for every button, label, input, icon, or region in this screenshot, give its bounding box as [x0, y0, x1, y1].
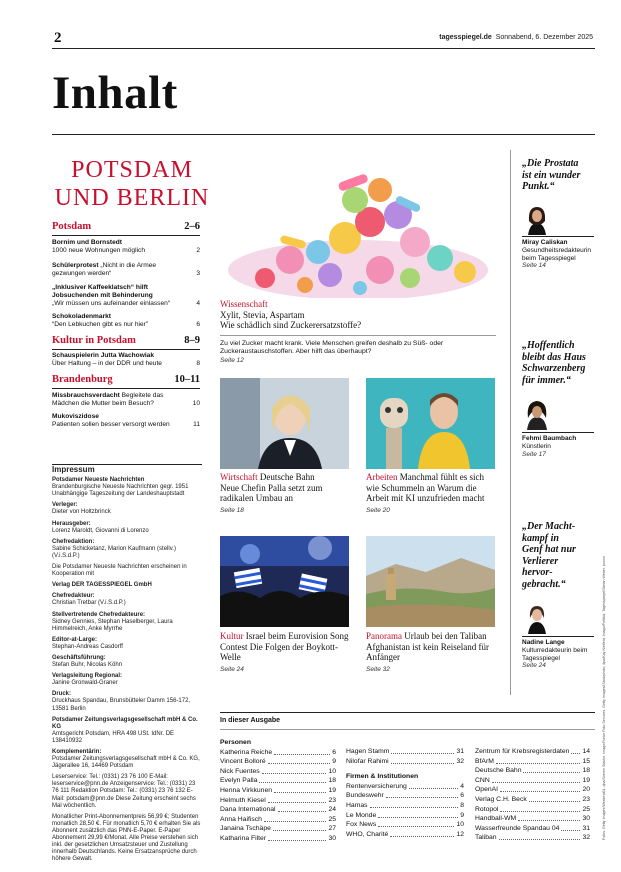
toc-item[interactable]: [52, 413, 200, 429]
index-entry-name: Zentrum für Krebsregisterdaten: [475, 748, 570, 755]
quote-3: „Der Macht- kampf in Genf hat nur Verlierer hervor- gebracht.“: [522, 521, 576, 590]
toc-item-text: 1000 neue Wohnungen möglich: [52, 247, 145, 255]
companies-list-2: [475, 747, 590, 843]
page-number: 2: [54, 30, 62, 46]
index-entry[interactable]: [475, 766, 590, 776]
index-entry-name: Katharina Filter: [220, 834, 267, 842]
index-entry-page: 18: [328, 777, 336, 785]
index-entry-name: Wasserfreunde Spandau 04: [475, 824, 560, 832]
index-entry[interactable]: [475, 747, 590, 757]
persons-list-2: [346, 747, 464, 766]
impressum-text: Dieter von Holtzbrinck: [52, 509, 111, 516]
lead-headline: Xylit, Stevia, Aspartam: [220, 309, 305, 320]
impressum-text: Stephan-Andreas Casdorff: [52, 643, 123, 650]
leader-dots: [259, 776, 326, 783]
index-entry-name: Handball-WM: [475, 815, 517, 823]
index-entry-page: 24: [328, 806, 336, 814]
impressum-blocks: [52, 477, 202, 863]
index-entry[interactable]: [220, 834, 336, 844]
index-entry[interactable]: [220, 776, 336, 786]
toc-item-title: Bornim und Bornstedt: [52, 239, 122, 246]
toc-item-text: „Wir müssen uns aufeinander einlassen“: [52, 300, 171, 308]
index-entry-name: WHO, Charité: [346, 830, 389, 838]
impressum-text: Monatlicher Print-Abonnementpreis 56,99 €; Studenten monatlich 28,50 €. Für monatlich 5,70 € erhalten Sie als Abonnent zusätzlich das PNN-E-Paper. E-Paper Abonnement 29,99 €/Monat. Alle Preise verstehen sich inkl. der gesetzlichen Umsatzsteuer und Zustellung innerhalb Deutschlands. Keine Ersatzansprüche durch höhere Gewalt.: [52, 813, 201, 863]
leader-dots: [529, 795, 581, 802]
story-image-esc[interactable]: [220, 536, 349, 627]
index-entry-page: 8: [460, 801, 464, 809]
quote-author: Miray Caliskan: [522, 239, 568, 246]
story-arbeiten[interactable]: [366, 472, 498, 514]
impressum-label: Verlagsleitung Regional:: [52, 673, 123, 680]
toc-item[interactable]: [52, 392, 200, 408]
index-entry[interactable]: [346, 782, 464, 792]
toc-item-text: „Nicht in die Armee gezwungen werden“: [52, 262, 157, 278]
toc-item-page: 11: [193, 421, 200, 429]
quote-role: Gesundheitsredakteurin beim Tagesspiegel Seite 14: [522, 247, 592, 269]
index-entry[interactable]: [475, 805, 590, 815]
toc-item-page: 8: [196, 360, 200, 368]
toc-item[interactable]: [52, 284, 200, 309]
leader-dots: [273, 824, 327, 831]
impressum-text: Brandenburgische Neueste Nachrichten gegr. 1951 Unabhängige Tageszeitung der Landeshauptstadt: [52, 484, 189, 498]
index-entry-page: 9: [332, 758, 336, 766]
toc-item-title: „Inklusiver Kaffeeklatsch“ hilft Jobsuchenden mit Behinderung: [52, 284, 153, 300]
toc-item-title: Mukoviszidose: [52, 413, 99, 420]
toc-rule: [52, 349, 200, 350]
toc-item-page: 2: [196, 247, 200, 255]
story-image-afghanistan[interactable]: [366, 536, 495, 627]
impressum-block: [52, 502, 202, 516]
impressum: [52, 466, 202, 867]
index-entry[interactable]: [220, 805, 336, 815]
leader-dots: [500, 785, 580, 792]
leader-dots: [268, 834, 326, 841]
leader-dots: [386, 791, 458, 798]
index-entry-page: 10: [456, 821, 464, 829]
impressum-label: Verlag DER TAGESSPIEGEL GmbH: [52, 582, 152, 589]
story-page-ref: Seite 18: [220, 506, 244, 514]
toc-item-text: Begleitete das Mädchen die Mutter beim Besuch?: [52, 392, 164, 408]
impressum-text: Stefan Buhr, Nicolas Köhn: [52, 662, 123, 669]
portrait-miray-caliskan: [522, 203, 552, 235]
index-entry-name: Nick Fuentes: [220, 767, 260, 775]
index-entry-name: Hagen Stamm: [346, 748, 390, 755]
impressum-label: Druck:: [52, 691, 72, 698]
story-panorama[interactable]: [366, 631, 500, 673]
leader-dots: [274, 748, 330, 755]
index-entry[interactable]: [346, 801, 464, 811]
index-entry[interactable]: [220, 748, 336, 758]
portrait-photo: [220, 378, 349, 469]
index-entry-name: Hamas: [346, 801, 368, 809]
impressum-block: [52, 673, 202, 687]
candy-illustration: [220, 160, 496, 298]
index-entry-page: 31: [456, 748, 464, 755]
story-image-ki[interactable]: [366, 378, 495, 469]
leader-dots: [378, 820, 454, 827]
index-entry-name: OpenAI: [475, 786, 499, 794]
index-entry-page: 23: [582, 795, 590, 803]
index-entry-page: 30: [328, 834, 336, 842]
quote-role: Kulturredakteurin beim Tagesspiegel Seite 24: [522, 647, 588, 669]
index-entry-name: Vincent Bolloré: [220, 758, 266, 766]
site-name[interactable]: tagesspiegel.de: [439, 34, 492, 41]
leader-dots: [409, 782, 458, 789]
index-entry-page: 32: [456, 757, 464, 765]
impressum-label: Verleger:: [52, 502, 78, 509]
toc-section-name: Brandenburg: [52, 374, 113, 385]
story-subline: Warum die Arbeit mit KI unzufrieden macht: [366, 482, 485, 503]
header-rule: [52, 48, 595, 49]
story-subline: Die Folgen der Boykott-Welle: [220, 641, 339, 662]
index-entry-page: 23: [328, 796, 336, 804]
leader-dots: [378, 811, 458, 818]
index-entry-name: Dana International: [220, 806, 276, 814]
index-entry[interactable]: [346, 830, 464, 840]
impressum-block: [52, 691, 202, 712]
toc-section-kultur[interactable]: [52, 335, 200, 346]
impressum-block: [52, 582, 202, 589]
impressum-label: Potsdamer Zeitungsverlagsgesellschaft mbH & Co. KG: [52, 716, 198, 730]
leader-dots: [262, 767, 327, 774]
index-entry-page: 4: [460, 782, 464, 790]
toc-item[interactable]: [52, 262, 200, 278]
toc-item-text: Über Haltung – in der DDR und heute: [52, 360, 162, 368]
quote-author: Fehmi Baumbach: [522, 435, 577, 442]
index-entry-page: 10: [328, 767, 336, 775]
index-entry-page: 27: [328, 825, 336, 833]
index-entry-page: 12: [456, 830, 464, 838]
leader-dots: [274, 786, 326, 793]
toc-section-potsdam[interactable]: [52, 221, 200, 232]
index-heading: Firmen & Institutionen: [346, 773, 419, 781]
story-wirtschaft[interactable]: [220, 472, 350, 514]
index-entry-name: BfArM: [475, 757, 494, 765]
quote-1: „Die Prostata ist ein wunder Punkt.“: [522, 158, 581, 192]
index-entry[interactable]: [475, 795, 590, 805]
lead-page-ref: Seite 12: [220, 357, 244, 364]
quote-rule: [522, 636, 594, 637]
index-entry-name: Evelyn Palla: [220, 777, 258, 785]
index-entry[interactable]: [346, 747, 464, 757]
quote-page-ref: Seite 17: [522, 450, 546, 458]
toc-section-range: 2–6: [184, 221, 200, 232]
index-entry-name: Taliban: [475, 834, 497, 842]
impressum-text: Christian Tretbar (V.i.S.d.P.): [52, 600, 126, 607]
impressum-label: Chefredaktion:: [52, 538, 95, 545]
leader-dots: [391, 757, 455, 764]
index-entry-name: Rentenversicherung: [346, 782, 407, 790]
index-companies-2: [475, 747, 590, 843]
quote-rule: [522, 236, 594, 237]
story-headline: Deutsche Bahn: [257, 472, 315, 482]
persons-list: [220, 748, 336, 844]
impressum-block: [52, 637, 202, 651]
index-entry-page: 19: [582, 776, 590, 784]
quote-page-ref: Seite 14: [522, 262, 546, 269]
index-companies: [346, 747, 464, 839]
index-rule: [220, 712, 595, 713]
landscape-photo: [366, 536, 495, 627]
impressum-text: Leserservice: Tel.: (0331) 23 76 100 E-Mail: leserservice@pnn.de Anzeigenservice: Tel.: (0331) 23 76 111 Redaktion Potsdam: Tel.: (0331) 23 76 132 E-Mail: potsdam@pnn.de Diese Zeitung erscheint sechs Mal wöchentlich.: [52, 774, 196, 809]
story-section: Arbeiten: [366, 472, 398, 482]
index-entry-page: 25: [582, 805, 590, 813]
index-entry[interactable]: [346, 811, 464, 821]
index-entry[interactable]: [475, 776, 590, 786]
index-entry-name: Janaina Tschäpe: [220, 825, 271, 833]
leader-dots: [268, 796, 327, 803]
portrait-fehmi-baumbach: [522, 398, 552, 430]
story-subline: Afghanistan ist kein Reiseland für Anfänger: [366, 641, 489, 662]
toc-item-title: Schokoladenmarkt: [52, 313, 111, 320]
impressum-text: Potsdamer Zeitungsverlagsgesellschaft mbH & Co. KG, Jägerallee 16, 14469 Potsdam: [52, 756, 200, 770]
toc-section-name: Kultur in Potsdam: [52, 335, 136, 346]
index-entry-page: 31: [582, 824, 590, 832]
quote-author: Nadine Lange: [522, 639, 565, 646]
leader-dots: [268, 757, 331, 764]
impressum-label: Chefredakteur:: [52, 593, 95, 600]
toc-item-title: Schülerprotest: [52, 262, 99, 269]
impressum-heading: Impressum: [52, 465, 95, 474]
impressum-block: [52, 717, 202, 745]
title-rule: [52, 134, 595, 135]
impressum-text: Janine Gronwald-Graner: [52, 680, 118, 687]
index-entry-page: 25: [328, 815, 336, 823]
impressum-block: [52, 774, 202, 809]
toc-section-name: Potsdam: [52, 221, 92, 232]
impressum-text: Sidney Gennies, Stephan Haselberger, Laura Himmelreich, Anke Myrrhe: [52, 618, 173, 632]
toc-item[interactable]: [52, 313, 200, 329]
index-entry-name: Katherina Reiche: [220, 748, 273, 756]
toc-section-range: 10–11: [174, 374, 200, 385]
issue-date: Sonnabend, 6. Dezember 2025: [495, 34, 593, 41]
index-entry-name: Deutsche Bahn: [475, 767, 522, 775]
impressum-label: Stellvertretende Chefredakteure:: [52, 611, 146, 618]
lead-image-candy[interactable]: [220, 160, 496, 298]
lead-teaser: Zu viel Zucker macht krank. Viele Menschen greifen deshalb zu Süß- oder Zuckeraustauschstoffen. Aber hilft das überhaupt?: [220, 340, 444, 356]
impressum-text: Lorenz Maroldt, Giovanni di Lorenzo: [52, 527, 149, 534]
impressum-label: Editor-at-Large:: [52, 636, 97, 643]
index-entry-name: Fox News: [346, 821, 377, 829]
section-title: [52, 156, 212, 212]
leader-dots: [499, 833, 581, 840]
index-entry[interactable]: [220, 767, 336, 777]
impressum-block: [52, 477, 202, 498]
story-headline: Urlaub bei den Taliban: [402, 631, 487, 641]
index-entry[interactable]: [475, 814, 590, 824]
quote-role: Künstlerin Seite 17: [522, 443, 551, 458]
toc-rule: [52, 388, 200, 389]
leader-dots: [278, 805, 327, 812]
lead-subline: Wie schädlich sind Zuckerersatzstoffe?: [220, 320, 362, 330]
index-entry-page: 15: [582, 757, 590, 765]
index-entry-page: 9: [460, 811, 464, 819]
leader-dots: [370, 801, 459, 808]
index-entry-page: 14: [582, 748, 590, 755]
column-divider: [510, 150, 511, 695]
impressum-label: Geschäftsführung:: [52, 654, 106, 661]
index-entry-name: Bundeswehr: [346, 792, 384, 800]
impressum-block: [52, 521, 202, 535]
index-subrule: [220, 729, 595, 730]
index-entry-name: Nilofar Rahimi: [346, 757, 389, 765]
page-title: Inhalt: [52, 67, 178, 119]
toc-item-text: “Den Lebkuchen gibt es nur hier”: [52, 321, 149, 329]
lead-section: Wissenschaft: [220, 299, 268, 309]
leader-dots: [523, 766, 580, 773]
index-persons: [220, 738, 336, 844]
index-entry-page: 6: [332, 748, 336, 756]
index-entry-page: 6: [460, 792, 464, 800]
story-section: Wirtschaft: [220, 472, 258, 482]
index-entry-name: Verlag C.H. Beck: [475, 795, 527, 803]
lead-rule: [220, 335, 496, 336]
toc-section-brandenburg[interactable]: [52, 374, 200, 385]
quote-rule: [522, 432, 594, 433]
photo-credits: Fotos: Getty Images/Westend61, dpa/Soeren Stache, Imago/Funke Foto Services, Getty Images/iStockphoto, dpa/Kay Nietfeld, Imago/Politika, Tagesspiegel/Stefan Weber, promo: [602, 555, 606, 840]
leader-dots: [561, 824, 580, 831]
toc-item-text: Patienten sollen besser versorgt werden: [52, 421, 170, 429]
toc-item-page: 6: [196, 321, 200, 329]
quote-2: „Hoffentlich bleibt das Haus Schwarzenberg für immer.“: [522, 340, 586, 386]
impressum-block: [52, 564, 202, 578]
leader-dots: [500, 805, 580, 812]
impressum-label: Herausgeber:: [52, 520, 91, 527]
leader-dots: [492, 776, 581, 783]
impressum-label: Komplementärin:: [52, 749, 102, 755]
leader-dots: [518, 814, 580, 821]
toc-rule: [52, 235, 200, 236]
index-title: In dieser Ausgabe: [220, 717, 281, 724]
index-entry[interactable]: [346, 757, 464, 767]
section-title-line-1: POTSDAM: [71, 157, 193, 183]
leader-dots: [571, 747, 580, 754]
toc-item[interactable]: [52, 352, 200, 368]
index-entry[interactable]: [220, 824, 336, 834]
index-entry-name: Anna Haifisch: [220, 815, 262, 823]
companies-list: [346, 782, 464, 840]
quote-page-ref: Seite 24: [522, 662, 546, 669]
section-title-line-2: UND BERLIN: [54, 185, 210, 211]
story-headline: Israel beim Eurovision Song Contest: [220, 631, 349, 652]
robot-photo: [366, 378, 495, 469]
index-heading: Personen: [220, 739, 251, 746]
concert-photo: [220, 536, 349, 627]
index-entry-name: Helmuth Kiesel: [220, 796, 266, 804]
index-entry[interactable]: [346, 791, 464, 801]
toc-item-page: 3: [196, 270, 200, 278]
index-entry[interactable]: [475, 757, 590, 767]
impressum-text: Amtsgericht Potsdam, HRA 498 USt. IdNr. DE 138410932: [52, 730, 175, 744]
index-entry[interactable]: [220, 786, 336, 796]
impressum-label: Potsdamer Neueste Nachrichten: [52, 477, 145, 484]
toc-section-range: 8–9: [184, 335, 200, 346]
story-image-bahn[interactable]: [220, 378, 349, 469]
index-entry[interactable]: [475, 833, 590, 843]
index-entry-name: Le Monde: [346, 811, 377, 819]
leader-dots: [264, 815, 327, 822]
story-page-ref: Seite 32: [366, 665, 390, 673]
index-entry-name: Rotopol: [475, 805, 499, 813]
impressum-block: [52, 539, 202, 560]
index-entry-name: CNN: [475, 776, 490, 784]
index-entry-page: 20: [582, 786, 590, 794]
story-section: Panorama: [366, 631, 402, 641]
lead-story[interactable]: [220, 299, 500, 331]
story-page-ref: Seite 20: [366, 506, 390, 514]
index-entry[interactable]: [220, 757, 336, 767]
story-subline: Neue Chefin Palla setzt zum radikalen Umbau an: [220, 482, 323, 503]
impressum-block: [52, 814, 202, 864]
impressum-block: [52, 749, 202, 770]
index-entry[interactable]: [346, 820, 464, 830]
impressum-block: [52, 593, 202, 607]
impressum-block: [52, 612, 202, 633]
impressum-block: [52, 655, 202, 669]
portrait-nadine-lange: [522, 602, 552, 634]
page-meta: [439, 34, 593, 41]
leader-dots: [390, 830, 454, 837]
toc-item-page: 10: [192, 400, 200, 408]
impressum-text: Druckhaus Spandau, Brunsbütteler Damm 156-172, 13581 Berlin: [52, 698, 191, 712]
story-page-ref: Seite 24: [220, 665, 244, 673]
index-entry-page: 19: [328, 786, 336, 794]
toc-item-page: 4: [196, 300, 200, 308]
toc-item-title: Missbrauchsverdacht: [52, 392, 120, 399]
toc-item[interactable]: [52, 239, 200, 255]
leader-dots: [391, 747, 454, 754]
impressum-text: Sabine Schicketanz, Marion Kaufmann (stellv.) (V.i.S.d.P.): [52, 545, 176, 559]
index-entry[interactable]: [220, 796, 336, 806]
story-section: Kultur: [220, 631, 244, 641]
index-entry[interactable]: [220, 815, 336, 825]
index-entry-name: Henna Virkkunen: [220, 786, 273, 794]
story-headline: Manchmal fühlt es sich wie Schummeln an: [366, 472, 484, 493]
impressum-text: Die Potsdamer Neueste Nachrichten erscheinen in Kooperation mit: [52, 564, 187, 578]
index-entry[interactable]: [475, 785, 590, 795]
story-kultur[interactable]: [220, 631, 354, 673]
index-entry-page: 32: [582, 834, 590, 842]
index-entry-page: 30: [582, 815, 590, 823]
index-entry-page: 18: [582, 767, 590, 775]
leader-dots: [496, 757, 581, 764]
toc-item-title: Schauspielerin Jutta Wachowiak: [52, 352, 154, 359]
index-entry[interactable]: [475, 824, 590, 834]
